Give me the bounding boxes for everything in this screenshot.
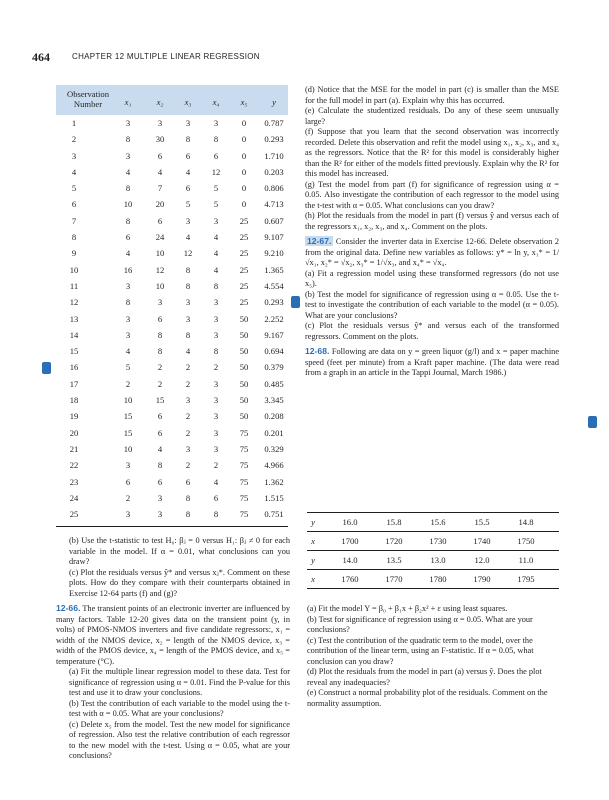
- column-header-x1: x₁: [124, 97, 132, 107]
- web-resource-icon: [291, 296, 300, 308]
- table-cell: 6: [157, 411, 163, 422]
- exercise-67-part-b: (b) Test the model for significance of regression using α = 0.05. Use the t-test to investigate the contribution of each variable to the model (α = 0.05). What are your conclusions?: [305, 289, 559, 320]
- table-cell: 21: [69, 443, 79, 454]
- table-cell: 8: [125, 215, 131, 226]
- table-cell: 3: [213, 395, 219, 406]
- table-cell: 11.0: [518, 555, 534, 565]
- table-cell: 13.5: [386, 555, 402, 565]
- table-cell: 10: [123, 199, 133, 210]
- table-bottom-rule: [56, 526, 288, 527]
- table-cell: 3: [157, 509, 163, 520]
- table-cell: 4: [157, 443, 163, 454]
- table-cell: 1790: [473, 574, 491, 584]
- table-cell: 6: [185, 183, 191, 194]
- table-cell: 13.0: [430, 555, 446, 565]
- variable-label: y: [311, 555, 315, 565]
- table-cell: 12: [211, 166, 221, 177]
- table-cell: 1.365: [264, 264, 284, 275]
- table-cell: 10: [123, 395, 133, 406]
- table-cell: 3: [157, 492, 163, 503]
- table-cell: 4: [213, 248, 219, 259]
- table-cell: 50: [239, 378, 249, 389]
- table-cell: 1: [71, 118, 77, 128]
- table-cell: 5: [71, 183, 77, 194]
- table-cell: 8: [157, 460, 163, 471]
- table-cell: 3: [185, 395, 191, 406]
- variable-label: y: [311, 517, 315, 527]
- table-row: [56, 474, 288, 490]
- table-cell: 12: [155, 264, 165, 275]
- table-cell: 0: [241, 134, 247, 145]
- table-cell: 4: [213, 264, 219, 275]
- table-cell: 8: [185, 492, 191, 503]
- table-cell: 14.0: [342, 555, 358, 565]
- table-bottom-rule: [307, 588, 559, 589]
- exercise-67-part-c: (c) Plot the residuals versus ŷ* and versus each of the transformed regressors. Comment on the plots.: [305, 321, 559, 341]
- table-cell: 3: [213, 427, 219, 438]
- table-cell: 4: [213, 476, 219, 487]
- table-cell: 3: [125, 118, 131, 128]
- table-cell: 75: [239, 492, 249, 503]
- column-header-x4: x₄: [212, 97, 220, 107]
- table-row: [56, 327, 288, 343]
- table-cell: 24: [155, 232, 165, 243]
- table-cell: 9.107: [264, 232, 284, 243]
- table-row: [307, 570, 559, 588]
- table-row: [56, 115, 288, 131]
- table-cell: 9.167: [264, 329, 284, 340]
- table-cell: 75: [239, 476, 249, 487]
- table-row: [56, 213, 288, 229]
- table-cell: 3: [125, 329, 131, 340]
- table-cell: 1.515: [264, 492, 284, 503]
- table-cell: 50: [239, 329, 249, 340]
- table-cell: 1.710: [264, 150, 284, 161]
- table-cell: 17: [69, 378, 79, 389]
- table-row: [56, 262, 288, 278]
- column-header-observation: Observation Number: [66, 89, 109, 109]
- table-cell: 15: [123, 411, 133, 422]
- table-cell: 23: [69, 476, 79, 487]
- table-cell: 9.210: [264, 248, 284, 259]
- table-cell: 1.362: [264, 476, 284, 487]
- table-cell: 0: [241, 150, 247, 161]
- table-cell: 16.0: [342, 517, 358, 527]
- table-cell: 4: [213, 232, 219, 243]
- table-cell: 2: [157, 362, 163, 373]
- exercise-68-part-a: (a) Fit the model Y = β₀ + β₁x + β₂x² + ε using least squares.: [307, 604, 508, 613]
- table-cell: 1750: [517, 536, 535, 546]
- table-row: [56, 196, 288, 212]
- table-row: [56, 278, 288, 294]
- table-cell: 1700: [341, 536, 359, 546]
- table-cell: 3: [125, 150, 131, 161]
- table-cell: 3: [213, 118, 219, 128]
- table-cell: 0.379: [264, 362, 284, 373]
- exercise-68-part-b: (b) Test for significance of regression using α = 0.05. What are your conclusions?: [307, 614, 533, 634]
- table-cell: 10: [69, 264, 79, 275]
- table-cell: 75: [239, 443, 249, 454]
- table-cell: 20: [155, 199, 165, 210]
- exercise-66-intro: 12-66. The transient points of an electronic inverter are influenced by many factors. Table 12-20 gives data on the transient point (y, in volts) of PMOS-NMOS inverters and five candidate regressors:, x₁ = width of the NMOS device, x₂ = length of the NMOS device, x₃ = width of the PMOS device, x₄ = length of the PMOS device, and x₅ = temperature (°C).: [56, 603, 290, 666]
- table-cell: 3: [185, 313, 191, 324]
- table-cell: 3: [213, 329, 219, 340]
- table-cell: 50: [239, 313, 249, 324]
- table-cell: 6: [157, 150, 163, 161]
- table-cell: 2: [185, 460, 191, 471]
- table-cell: 8: [185, 329, 191, 340]
- table-cell: 4.966: [264, 460, 284, 471]
- table-cell: 5: [125, 362, 131, 373]
- table-cell: 15.6: [430, 517, 446, 527]
- table-row: [56, 229, 288, 245]
- table-cell: 3: [185, 215, 191, 226]
- table-cell: 75: [239, 460, 249, 471]
- table-cell: 0: [241, 118, 247, 128]
- table-cell: 16: [123, 264, 133, 275]
- table-cell: 4: [185, 166, 191, 177]
- exercise-66-part-c: (c) Delete x₅ from the model. Test the new model for significance of regression. Also test the relative contribution of each regressor to the new model with the t-test. Using α = 0.05, what are your conclusions?: [69, 719, 290, 760]
- variable-label: x: [311, 574, 315, 584]
- table-cell: 8: [185, 134, 191, 145]
- exercise-68-part-c: (c) Test the contribution of the quadratic term to the model, over the contribution of the linear term, using an F-statistic. If α = 0.05, what conclusion can you draw?: [307, 635, 534, 666]
- table-cell: 2: [125, 378, 131, 389]
- table-cell: 7: [71, 215, 77, 226]
- table-cell: 6: [71, 199, 77, 210]
- table-cell: 7: [157, 183, 163, 194]
- table-cell: 50: [239, 346, 249, 357]
- table-cell: 50: [239, 362, 249, 373]
- table-row: [56, 441, 288, 457]
- table-cell: 0.806: [264, 183, 284, 194]
- table-cell: 8: [125, 134, 131, 145]
- table-cell: 6: [185, 476, 191, 487]
- table-cell: 25: [239, 264, 249, 275]
- table-cell: 25: [239, 280, 249, 291]
- table-row: [56, 376, 288, 392]
- table-cell: 8: [213, 509, 219, 520]
- table-cell: 8: [125, 183, 131, 194]
- table-cell: 0.329: [264, 443, 284, 454]
- variable-label: x: [311, 536, 315, 546]
- table-cell: 0.787: [264, 118, 284, 128]
- table-cell: 1760: [341, 574, 359, 584]
- table-cell: 10: [123, 443, 133, 454]
- table-row: [307, 532, 559, 550]
- table-row: [56, 164, 288, 180]
- table-cell: 8: [213, 280, 219, 291]
- table-cell: 20: [69, 427, 79, 438]
- right-column: [305, 85, 559, 379]
- table-cell: 2: [185, 427, 191, 438]
- table-cell: 3: [213, 443, 219, 454]
- table-cell: 0: [241, 166, 247, 177]
- table-cell: 25: [69, 509, 79, 520]
- table-cell: 4: [125, 248, 131, 259]
- table-cell: 8: [185, 509, 191, 520]
- exercise-68-part-d: (d) Plot the residuals from the model in part (a) versus ŷ. Does the plot reveal any inadequacies?: [307, 667, 542, 687]
- table-cell: 5: [213, 199, 219, 210]
- table-cell: 0.293: [264, 297, 284, 308]
- table-cell: 25: [239, 248, 249, 259]
- table-cell: 2: [71, 134, 77, 145]
- table-cell: 3: [125, 509, 131, 520]
- table-cell: 15: [69, 346, 79, 357]
- table-cell: 4: [185, 232, 191, 243]
- table-cell: 4: [157, 166, 163, 177]
- table-cell: 12: [183, 248, 193, 259]
- table-cell: 3: [185, 297, 191, 308]
- table-cell: 3.345: [264, 395, 284, 406]
- table-cell: 6: [157, 427, 163, 438]
- table-cell: 3: [125, 280, 131, 291]
- table-cell: 3: [185, 118, 191, 128]
- exercise-68-number: 12-68.: [305, 346, 330, 356]
- table-cell: 15: [155, 395, 165, 406]
- table-row: [307, 513, 559, 531]
- table-cell: 25: [239, 297, 249, 308]
- table-cell: 16: [69, 362, 79, 373]
- table-cell: 13: [69, 313, 79, 324]
- table-cell: 18: [69, 395, 79, 406]
- table-cell: 3: [213, 215, 219, 226]
- table-cell: 1740: [473, 536, 491, 546]
- table-cell: 8: [157, 329, 163, 340]
- exercise-66-part-g: (g) Test the model from part (f) for significance of regression using α = 0.05. Also investigate the contribution of each regressor to the model using the t-test with α = 0.05. What conclusions can you draw?: [305, 179, 559, 210]
- table-cell: 0.203: [264, 166, 284, 177]
- table-cell: 1795: [517, 574, 535, 584]
- table-cell: 0.485: [264, 378, 284, 389]
- table-cell: 24: [69, 492, 79, 503]
- table-cell: 0.751: [264, 509, 284, 520]
- web-resource-icon: [42, 362, 51, 374]
- table-cell: 3: [125, 460, 131, 471]
- table-cell: 15: [123, 427, 133, 438]
- page-number: 464: [32, 50, 50, 64]
- table-cell: 75: [239, 427, 249, 438]
- table-cell: 30: [155, 134, 165, 145]
- exercise-66-part-a: (a) Fit the multiple linear regression model to these data. Test for significance of regression using α = 0.01. Find the P-value for this test and use it to draw your conclusions.: [69, 667, 290, 697]
- table-cell: 4: [125, 166, 131, 177]
- table-cell: 2: [157, 378, 163, 389]
- table-cell: 8: [157, 346, 163, 357]
- left-column: [56, 536, 290, 762]
- table-cell: 15.8: [386, 517, 402, 527]
- table-row: [56, 180, 288, 196]
- table-cell: 3: [157, 118, 163, 128]
- table-cell: 5: [213, 183, 219, 194]
- page-header: [32, 50, 592, 66]
- table-cell: 8: [125, 297, 131, 308]
- table-cell: 0.293: [264, 134, 284, 145]
- exercise-67-intro: 12-67. Consider the inverter data in Exercise 12-66. Delete observation 2 from the original data. Define new variables as follows: y* = ln y, x₁* = 1/√x₁, x₂* = √x₂, x₃* = 1/√x₃, and x₄* = √x₄.: [305, 236, 559, 267]
- table-cell: 8: [71, 232, 77, 243]
- table-cell: 75: [239, 509, 249, 520]
- column-header-x2: x₂: [156, 97, 164, 107]
- table-cell: 3: [213, 297, 219, 308]
- table-cell: 14: [69, 329, 79, 340]
- table-row: [56, 311, 288, 327]
- table-cell: 50: [239, 395, 249, 406]
- table-cell: 3: [157, 297, 163, 308]
- table-cell: 8: [185, 264, 191, 275]
- table-cell: 6: [213, 492, 219, 503]
- exercise-65-part-c: (c) Plot the residuals versus ŷ* and versus xⱼ*. Comment on these plots. How do they compare with their counterparts obtained in Exercise 12-64 parts (f) and (g)?: [69, 567, 290, 598]
- table-cell: 1780: [429, 574, 447, 584]
- running-head: CHAPTER 12 MULTIPLE LINEAR REGRESSION: [72, 52, 260, 61]
- table-cell: 8: [185, 280, 191, 291]
- exercise-66-part-h: (h) Plot the residuals from the model in part (f) versus ŷ and versus each of the regressors x₁, x₂, x₃, and x₄. Comment on the plots.: [305, 211, 559, 231]
- table-cell: 11: [69, 280, 79, 291]
- table-cell: 6: [157, 215, 163, 226]
- table-row: [56, 490, 288, 506]
- exercise-66-part-d: (d) Notice that the MSE for the model in part (c) is smaller than the MSE for the full model in part (a). Explain why this has occurred.: [305, 85, 559, 105]
- table-cell: 22: [69, 460, 79, 471]
- table-cell: 0.208: [264, 411, 284, 422]
- table-row: [56, 359, 288, 375]
- exercise-66-part-f: (f) Suppose that you learn that the second observation was incorrectly recorded. Delete this observation and refit the model using x₁, x₂, x₃, and x₄ as the regressors. Notice that the R² for this model is considerably higher than the R² for either of the models fitted previously. Explain why the R² for this model has increased.: [305, 127, 559, 178]
- table-row: [56, 425, 288, 441]
- column-header-x3: x₃: [184, 97, 192, 107]
- table-cell: 2: [185, 378, 191, 389]
- table-cell: 0: [241, 199, 247, 210]
- table-row: [56, 131, 288, 147]
- table-cell: 9: [71, 248, 77, 259]
- table-cell: 6: [213, 150, 219, 161]
- table-cell: 6: [157, 476, 163, 487]
- exercise-65-part-b: (b) Use the t-statistic to test H₀: βⱼ = 0 versus H₁: βⱼ ≠ 0 for each variable in the model. If α = 0.01, what conclusions can you draw?: [69, 536, 290, 566]
- table-cell: 5: [185, 199, 191, 210]
- table-cell: 6: [157, 313, 163, 324]
- table-cell: 2: [185, 411, 191, 422]
- table-cell: 3: [213, 411, 219, 422]
- table-cell: 12: [69, 297, 79, 308]
- table-cell: 6: [125, 232, 131, 243]
- table-cell: 4.713: [264, 199, 284, 210]
- table-cell: 0.607: [264, 215, 284, 226]
- table-cell: 4: [71, 166, 77, 177]
- table-cell: 1770: [385, 574, 403, 584]
- observation-table: [56, 85, 288, 527]
- table-cell: 10: [155, 280, 165, 291]
- table-row: [56, 392, 288, 408]
- table-row: [56, 506, 288, 522]
- table-cell: 3: [213, 313, 219, 324]
- table-cell: 2.252: [264, 313, 284, 324]
- web-resource-icon: [588, 416, 597, 428]
- exercise-67-part-a: (a) Fit a regression model using these transformed regressors (do not use x₅).: [305, 268, 559, 288]
- table-cell: 25: [239, 232, 249, 243]
- table-row: [56, 294, 288, 310]
- table-row: [56, 148, 288, 164]
- observation-table-body: [56, 115, 288, 522]
- table-cell: 0: [241, 183, 247, 194]
- table-cell: 25: [239, 215, 249, 226]
- table-cell: 15.5: [474, 517, 490, 527]
- table-cell: 4.554: [264, 280, 284, 291]
- table-cell: 14.8: [518, 517, 534, 527]
- table-cell: 1730: [429, 536, 447, 546]
- table-cell: 0.694: [264, 346, 284, 357]
- exercise-66-number: 12-66.: [56, 603, 81, 613]
- table-cell: 6: [185, 150, 191, 161]
- paper-machine-table: [307, 512, 559, 589]
- paper-machine-table-body: [307, 513, 559, 588]
- table-cell: 3: [71, 150, 77, 161]
- exercise-68-parts: [307, 604, 559, 709]
- table-cell: 50: [239, 411, 249, 422]
- table-cell: 2: [125, 492, 131, 503]
- table-cell: 8: [213, 346, 219, 357]
- table-row: [56, 408, 288, 424]
- table-cell: 19: [69, 411, 79, 422]
- exercise-66-part-b: (b) Test the contribution of each variable to the model using the t-test with α = 0.05. What are your conclusions?: [69, 698, 290, 718]
- table-cell: 3: [185, 443, 191, 454]
- table-cell: 12.0: [474, 555, 490, 565]
- table-cell: 6: [125, 476, 131, 487]
- table-cell: 3: [125, 313, 131, 324]
- table-cell: 2: [185, 362, 191, 373]
- table-row: [56, 457, 288, 473]
- table-cell: 3: [213, 378, 219, 389]
- table-cell: 8: [213, 134, 219, 145]
- column-header-y: y: [272, 97, 276, 107]
- exercise-67-number: 12-67.: [307, 236, 332, 246]
- exercise-68-part-e: (e) Construct a normal probability plot of the residuals. Comment on the normality assumption.: [307, 688, 548, 708]
- table-cell: 4: [185, 346, 191, 357]
- exercise-68-intro: 12-68. Following are data on y = green liquor (g/l) and x = paper machine speed (feet per minute) from a Kraft paper machine. (The data were read from a graph in an article in the Tappi Journal, March 1986.): [305, 346, 560, 377]
- exercise-66-part-e: (e) Calculate the studentized residuals. Do any of these seem unusually large?: [305, 106, 559, 126]
- table-row: [56, 343, 288, 359]
- table-cell: 10: [155, 248, 165, 259]
- table-row: [56, 245, 288, 261]
- table-cell: 1720: [385, 536, 403, 546]
- table-cell: 0.201: [264, 427, 284, 438]
- table-cell: 4: [125, 346, 131, 357]
- table-cell: 2: [213, 362, 219, 373]
- column-header-x5: x₅: [240, 97, 248, 107]
- observation-table-header: [56, 85, 288, 115]
- table-cell: 2: [213, 460, 219, 471]
- table-row: [307, 551, 559, 569]
